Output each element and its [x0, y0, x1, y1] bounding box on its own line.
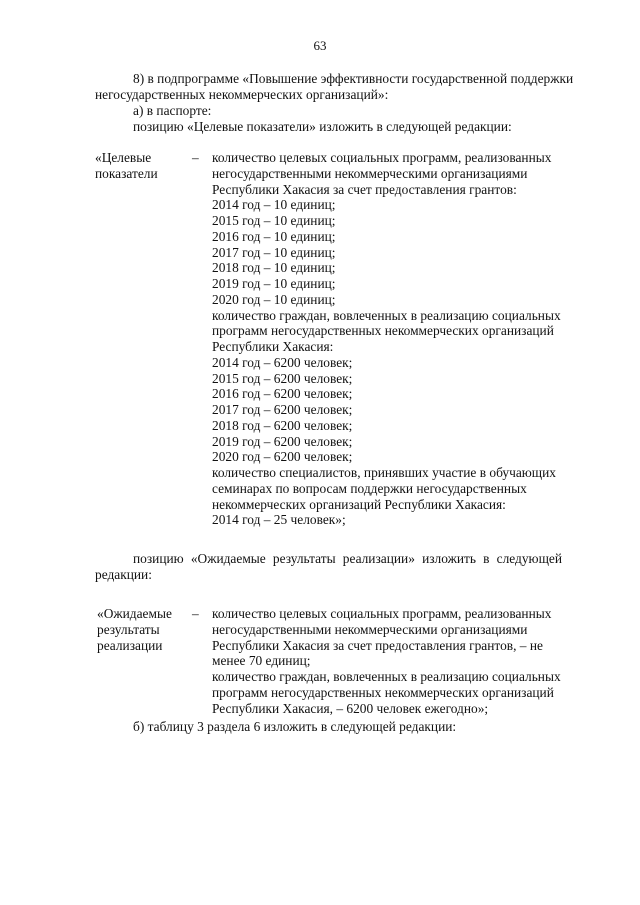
item-b: б) таблицу 3 раздела 6 изложить в следующей редакции:: [133, 719, 457, 734]
results-text-line: Республики Хакасия за счет предоставления грантов, – не: [212, 637, 543, 653]
results-instruction-line-1: позицию «Ожидаемые результаты реализации» изложить в следующей: [133, 551, 562, 566]
results-label-line-1: «Ожидаемые: [97, 606, 172, 621]
targets-text-line: 2015 год – 6200 человек;: [212, 370, 353, 386]
results-label-line-2: результаты: [97, 622, 160, 637]
targets-dash: –: [192, 150, 199, 165]
page-number: 63: [313, 38, 327, 53]
targets-text-line: Республики Хакасия за счет предоставления грантов:: [212, 181, 517, 197]
targets-text-line: программ негосударственных некоммерческих организаций: [212, 323, 554, 339]
item-8-line-2: негосударственных некоммерческих организаций»:: [95, 87, 389, 102]
targets-instruction: позицию «Целевые показатели» изложить в следующей редакции:: [133, 119, 512, 134]
targets-text-line: 2017 год – 6200 человек;: [212, 402, 353, 417]
targets-text-line: 2019 год – 10 единиц;: [212, 276, 336, 291]
item-8-line-1: 8) в подпрограмме «Повышение эффективности государственной поддержки: [133, 71, 574, 86]
targets-text-line: 2019 год – 6200 человек;: [212, 433, 353, 449]
results-text-line: программ негосударственных некоммерческих организаций: [212, 684, 554, 700]
targets-text-line: Республики Хакасия:: [212, 339, 334, 354]
targets-label-line-2: показатели: [95, 166, 158, 181]
item-a: а) в паспорте:: [133, 103, 212, 118]
targets-text-line: 2014 год – 10 единиц;: [212, 197, 336, 213]
targets-label-line-1: «Целевые: [95, 150, 152, 165]
targets-text-line: количество граждан, вовлеченных в реализацию социальных: [212, 307, 561, 323]
targets-text-line: 2018 год – 6200 человек;: [212, 417, 353, 433]
results-label-line-3: реализации: [97, 638, 163, 653]
results-text-line: количество граждан, вовлеченных в реализацию социальных: [212, 669, 561, 684]
results-text-line: менее 70 единиц;: [212, 653, 311, 669]
targets-text-line: 2020 год – 6200 человек;: [212, 449, 353, 465]
targets-text-line: 2015 год – 10 единиц;: [212, 213, 336, 228]
targets-text-line: количество специалистов, принявших участие в обучающих: [212, 465, 556, 480]
targets-text-line: 2016 год – 10 единиц;: [212, 228, 336, 244]
targets-text-line: количество целевых социальных программ, реализованных: [212, 150, 552, 165]
targets-text-line: 2020 год – 10 единиц;: [212, 291, 336, 307]
targets-text-line: семинарах по вопросам поддержки негосударственных: [212, 480, 527, 496]
targets-text-line: 2018 год – 10 единиц;: [212, 260, 336, 276]
targets-text-line: негосударственными некоммерческими организациями: [212, 165, 528, 181]
targets-text-line: 2014 год – 6200 человек;: [212, 354, 353, 370]
targets-text-line: 2016 год – 6200 человек;: [212, 386, 353, 402]
targets-text-line: 2014 год – 25 человек»;: [212, 512, 346, 528]
results-text-line: негосударственными некоммерческими организациями: [212, 621, 528, 637]
results-instruction-line-2: редакции:: [95, 567, 152, 582]
targets-text-line: 2017 год – 10 единиц;: [212, 244, 336, 260]
results-dash: –: [192, 606, 199, 621]
targets-text-line: некоммерческих организаций Республики Хакасия:: [212, 496, 506, 512]
results-text-line: количество целевых социальных программ, реализованных: [212, 606, 552, 621]
results-text-line: Республики Хакасия, – 6200 человек ежегодно»;: [212, 700, 489, 716]
